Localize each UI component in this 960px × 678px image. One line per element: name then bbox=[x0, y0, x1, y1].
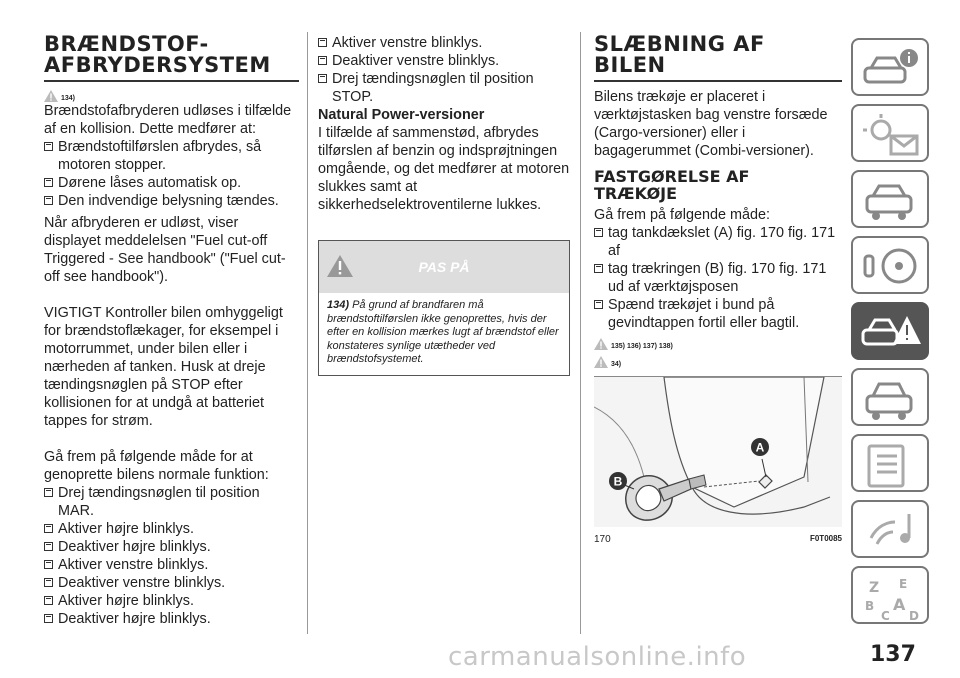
bullet-box-icon bbox=[318, 74, 327, 83]
warning-ref: 134) bbox=[44, 88, 299, 102]
bullet-box-icon bbox=[594, 264, 603, 273]
bullet-text: Deaktiver højre blinklys. bbox=[58, 539, 211, 555]
section-title-line1: SLÆBNING AF bbox=[594, 32, 765, 56]
bullet-text: Aktiver højre blinklys. bbox=[58, 593, 194, 609]
bullet-list-continued bbox=[318, 34, 570, 106]
bullet-box-icon bbox=[44, 578, 53, 587]
bullet-item bbox=[318, 52, 570, 70]
emergency-icon bbox=[861, 310, 923, 356]
bullet-box-icon bbox=[594, 300, 603, 309]
figure-caption bbox=[594, 532, 842, 545]
column-divider bbox=[307, 32, 308, 634]
bullet-box-icon bbox=[318, 56, 327, 65]
bullet-item bbox=[318, 70, 570, 106]
bullet-item bbox=[44, 484, 299, 520]
bullet-text: Deaktiver venstre blinklys. bbox=[58, 575, 226, 591]
figure-number: 170 bbox=[594, 534, 611, 545]
bullet-box-icon bbox=[44, 596, 53, 605]
section-title-line1: BRÆNDSTOF- bbox=[44, 32, 209, 56]
column-continued bbox=[318, 0, 570, 376]
subsection-title-line1: FASTGØRELSE AF bbox=[594, 167, 750, 186]
bullet-box-icon bbox=[44, 560, 53, 569]
bullet-item bbox=[44, 520, 299, 538]
chapter-tab[interactable] bbox=[851, 38, 929, 96]
bullet-item bbox=[44, 574, 299, 592]
tow-hook-illustration bbox=[594, 377, 842, 527]
section-title-line2: BILEN bbox=[594, 53, 666, 77]
bullet-box-icon bbox=[44, 614, 53, 623]
subsection-title-line2: TRÆKØJE bbox=[594, 184, 678, 203]
natural-power-paragraph: I tilfælde af sammenstød, afbrydes tilførslen af benzin og indsprøjtningen omgående, og det medfører at motoren slukkes samt at sikkerhedselektroventilerne lukkes. bbox=[318, 125, 570, 213]
page-number: 137 bbox=[870, 642, 916, 667]
subheading-natural-power: Natural Power-versioner bbox=[318, 107, 485, 123]
warning-triangle-icon bbox=[44, 90, 58, 102]
bullet-box-icon bbox=[44, 542, 53, 551]
bullet-box-icon bbox=[318, 38, 327, 47]
bullet-item bbox=[594, 260, 842, 296]
warning-text: På grund af brandfaren må brændstoftilførslen ikke genoprettes, hvis der efter en kollision mærkes lugt af brændstof eller konstateres synlige utætheder ved brændstofsystemet. bbox=[327, 299, 559, 365]
bullet-list-towing bbox=[594, 224, 842, 332]
warning-box bbox=[318, 240, 570, 376]
svg-text:Z: Z bbox=[869, 580, 880, 596]
bullet-item bbox=[594, 224, 842, 260]
column-towing bbox=[594, 0, 842, 557]
bullet-item bbox=[44, 192, 299, 210]
chapter-tab[interactable] bbox=[851, 500, 929, 558]
bullet-box-icon bbox=[44, 178, 53, 187]
section-title-line2: AFBRYDERSYSTEM bbox=[44, 53, 271, 77]
bullet-list-effects bbox=[44, 138, 299, 210]
steering-wheel-icon bbox=[861, 244, 923, 290]
title-rule bbox=[594, 80, 842, 82]
bullet-text: Deaktiver højre blinklys. bbox=[58, 611, 211, 627]
bullet-text: Aktiver venstre blinklys. bbox=[332, 35, 483, 51]
towing-lead: Gå frem på følgende måde: bbox=[594, 207, 770, 223]
bullet-box-icon bbox=[44, 524, 53, 533]
column-divider bbox=[580, 32, 581, 634]
warning-header bbox=[319, 241, 569, 293]
bullet-text: Aktiver højre blinklys. bbox=[58, 521, 194, 537]
bullet-item bbox=[44, 538, 299, 556]
bullet-item bbox=[318, 34, 570, 52]
bullet-box-icon bbox=[44, 142, 53, 151]
bullet-text: Drej tændingsnøglen til position MAR. bbox=[58, 485, 260, 519]
bullet-item bbox=[594, 296, 842, 332]
bullet-list-restore bbox=[44, 484, 299, 628]
bullet-item bbox=[44, 556, 299, 574]
bullet-text: Spænd trækøjet i bund på gevindtappen fortil eller bagtil. bbox=[608, 297, 800, 331]
bullet-text: Aktiver venstre blinklys. bbox=[58, 557, 209, 573]
car-key-icon bbox=[861, 178, 923, 224]
bullet-text: tag tankdækslet (A) fig. 170 fig. 171 af bbox=[608, 225, 836, 259]
index-icon bbox=[861, 574, 923, 620]
bullet-box-icon bbox=[44, 196, 53, 205]
display-paragraph: Når afbryderen er udløst, viser displayet meddelelsen "Fuel cut-off Triggered - See handbook" ("Fuel cut-off see handbook"). bbox=[44, 215, 286, 285]
svg-text:D: D bbox=[909, 609, 919, 620]
car-info-icon bbox=[861, 46, 923, 92]
svg-text:E: E bbox=[899, 577, 908, 591]
bullet-item bbox=[44, 610, 299, 628]
multimedia-icon bbox=[861, 508, 923, 554]
bullet-text: Deaktiver venstre blinklys. bbox=[332, 53, 500, 69]
bullet-box-icon bbox=[44, 488, 53, 497]
chapter-tab[interactable] bbox=[851, 170, 929, 228]
caution-triangle-icon bbox=[594, 356, 608, 368]
chapter-tab[interactable] bbox=[851, 104, 929, 162]
bullet-text: Den indvendige belysning tændes. bbox=[58, 193, 279, 209]
svg-text:B: B bbox=[613, 474, 623, 489]
caution-refs: 34) bbox=[594, 354, 842, 368]
specs-icon bbox=[861, 442, 923, 488]
bullet-item bbox=[44, 592, 299, 610]
warning-title: PAS PÅ bbox=[418, 259, 470, 275]
svg-text:C: C bbox=[881, 609, 890, 620]
important-paragraph: VIGTIGT Kontroller bilen omhyggeligt for brændstoflækager, for eksempel i motorrummet, under bilen eller i nærheden af tanken. Husk at dreje tændingsnøglen på STOP efter kollisionen for at undgå at batteriet tappes for strøm. bbox=[44, 305, 283, 429]
restore-paragraph: Gå frem på følgende måde for at genoprette bilens normale funktion: bbox=[44, 449, 269, 483]
title-rule bbox=[44, 80, 299, 82]
bullet-text: tag trækringen (B) fig. 170 fig. 171 ud af værktøjsposen bbox=[608, 261, 827, 295]
service-car-icon bbox=[861, 376, 923, 422]
svg-text:B: B bbox=[865, 599, 875, 613]
warning-refs: 135) 136) 137) 138) bbox=[594, 336, 842, 350]
figure-tow-hook bbox=[594, 376, 842, 557]
figure-code: F0T0085 bbox=[809, 534, 842, 543]
chapter-tab[interactable] bbox=[851, 434, 929, 492]
svg-text:A: A bbox=[893, 595, 906, 614]
warning-body bbox=[319, 293, 569, 375]
bullet-item bbox=[44, 174, 299, 192]
svg-text:A: A bbox=[755, 440, 765, 455]
bullet-text: Brændstoftilførslen afbrydes, så motoren stopper. bbox=[58, 139, 262, 173]
column-fuel-cutoff bbox=[44, 0, 299, 628]
chapter-tab[interactable] bbox=[851, 368, 929, 426]
chapter-tab[interactable] bbox=[851, 566, 929, 624]
warning-ref: 134) bbox=[327, 299, 350, 311]
warning-triangle-icon bbox=[594, 338, 608, 350]
chapter-tabs bbox=[851, 38, 931, 632]
bullet-item bbox=[44, 138, 299, 174]
chapter-tab[interactable] bbox=[851, 236, 929, 294]
intro-text: Brændstofafbryderen udløses i tilfælde af en kollision. Dette medfører at: bbox=[44, 103, 292, 137]
bullet-box-icon bbox=[594, 228, 603, 237]
chapter-tab[interactable] bbox=[851, 302, 929, 360]
bullet-text: Dørene låses automatisk op. bbox=[58, 175, 242, 191]
warning-lights-icon bbox=[861, 112, 923, 158]
bullet-text: Drej tændingsnøglen til position STOP. bbox=[332, 71, 534, 105]
watermark: carmanualsonline.info bbox=[448, 642, 747, 672]
towing-intro: Bilens trækøje er placeret i værktøjstasken bag venstre forsæde (Cargo-versioner) eller i bagagerummet (Combi-versioner). bbox=[594, 89, 828, 159]
